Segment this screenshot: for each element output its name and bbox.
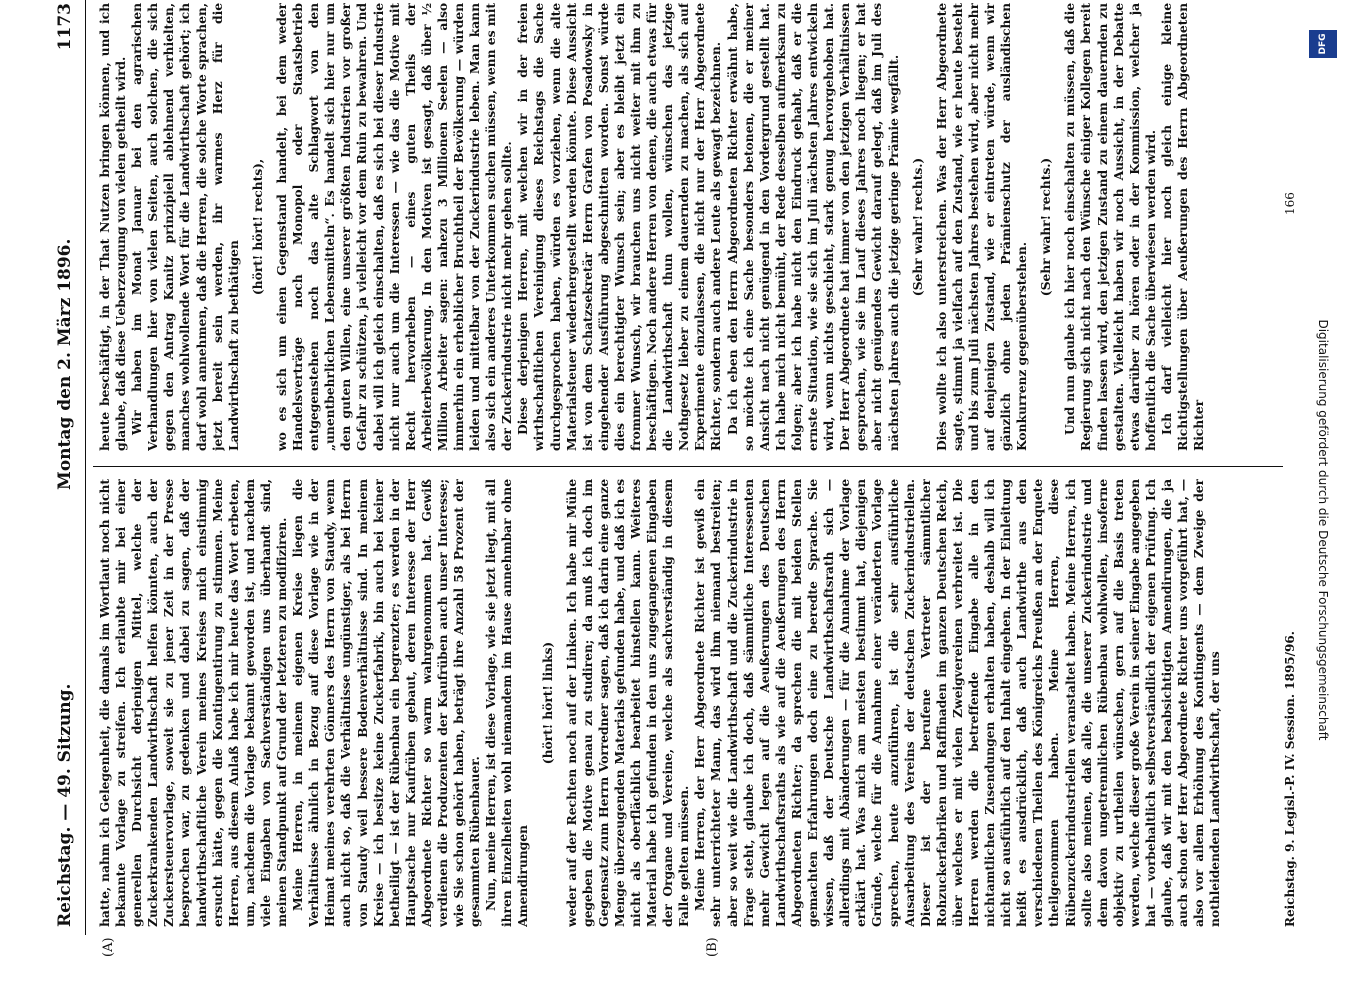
header-date: Montag den 2. März 1896. — [55, 238, 75, 490]
footer-sheet-number: 166 — [1283, 192, 1297, 215]
document-page — [45, 0, 1305, 957]
paragraph: Diese derjenigen Herren, mit welchen wir in der freien wirthschaftlichen Vereinigung dieses Reichstags die Sache durchgesprochen haben, würden es vorziehen, wenn die alte Materialsteuer wiederhergestellt werden könnte. Diese Aussicht ist von dem Schatzsekretär Herrn Grafen von Posadowsky in eingehender Ausführung abgeschnitten worden. Sonst würde dies ein berechtigter Wunsch sein; aber es bleibt jetzt ein frommer Wunsch, wir brauchen uns nicht weiter mit ihm zu beschäftigen. Noch andere Herren von denen, die auch etwas für die Landwirthschaft thun wollen, wünschen das jetzige Nothgesetz lieber zu einem dauernden zu machen, als sich auf Experimente einzulassen, die nicht nur der Herr Abgeordnete Richter, sondern auch andere Leute als gewagt bezeichnen. — [515, 3, 724, 451]
digitization-credit — [1305, 30, 1341, 990]
paragraph: wo es sich um einen Gegenstand handelt, bei dem weder Handelsverträge noch Monopol oder Staatsbetrieb entgegenstehen noch das alte Schlagwort von den „unentbehrlichen Lebensmitteln“. Es handelt sich hier nur um den guten Willen, eine unserer größten Industrien vor großer Gefahr zu schützen, ja vielleicht vor dem Ruin zu bewahren. Und dabei will ich gleich einschalten, daß es sich bei dieser Industrie nicht nur auch um die Interessen — wie das die Motive mit Recht hervorheben — eines guten Theils der Arbeiterbevölkerung. In den Motiven ist gesagt, daß über ½ Million Arbeiter sagen: nahezu 3 Millionen Seelen — also immerhin ein erheblicher Bruchtheil der Bevölkerung — würden leiden und mittelbar von der Zuckerindustrie leben. Man kann also sich ein anderes Unterkommen suchen müssen, wenn es mit der Zuckerindustrie nicht mehr gehen sollte. — [273, 3, 515, 451]
paragraph: Und nun glaube ich hier noch einschalten zu müssen, daß die Regierung sich nicht nach den Wünsche einiger Kollegen bereit finden lassen wird, den jetzigen Zustand zu einem dauernden zu gestalten. Vielleicht haben wir noch Aussicht, in der Debatte etwas darüber zu hören oder in der Kommission, welcher ja hoffentlich die Sache überwiesen werden wird. — [1062, 3, 1158, 451]
interjection: (Sehr wahr! rechts.) — [1038, 157, 1054, 297]
interjection: (hört! hört! links) — [539, 641, 555, 765]
right-column — [97, 3, 1275, 451]
paragraph: weder auf der Rechten noch auf der Linken. Ich habe mir Mühe gegeben die Motive genau zu studiren; da muß ich doch im Gegensatz zum Herrn Vorredner sagen, daß ich darin eine ganze Menge überzeugenden Materials gefunden habe, und daß ich es nicht als oberflächlich bearbeitet hinstellen kann. Weiteres Material habe ich gefunden in den uns zugegangenen Eingaben der Organe und Vereine, welche als sachverständig in diesem Falle gelten müssen. — [563, 479, 692, 927]
paragraph: hatte, nahm ich Gelegenheit, die damals im Wortlaut noch nicht bekannte Vorlage zu streifen. Ich erlaubte mir bei einer generellen Durchsicht derjenigen Mittel, welche der Zuckerkrankenden Landwirthschaft helfen könnten, auch der Zuckersteuervorlage, soweit sie zu jener Zeit in der Presse besprochen war, zu gedenken und dabei zu sagen, daß der landwirthschaftliche Verein meines Kreises mich einstimmig ersucht hätte, gegen die Kontingentirung zu stimmen. Meine Herren, aus diesem Anlaß habe ich mir heute das Wort erbeten, um, nachdem die Vorlage bekannt geworden ist, und nachdem viele Eingaben von Sachverständigen uns überhandt sind, meinen Standpunkt auf Grund der letzteren zu modifiziren. — [97, 479, 290, 927]
credit-text: Digitalisierung gefördert durch die Deutsche Forschungsgemeinschaft — [1316, 319, 1330, 741]
paragraph: Meine Herren, der Herr Abgeordnete Richter ist gewiß ein sehr unterrichteter Mann, das wird ihm niemand bestreiten; aber so weit wie die Landwirthschaft und die Zuckerindustrie in Frage steht, glaube ich doch, daß sämmtliche Interessenten mehr Gewicht legen auf die Aeußerungen des Deutschen Landwirthschaftsraths als wie auf die Aeußerungen des Herrn Abgeordneten Richter; da sprechen die mit beiden Stellen gemachten Erfahrungen doch eine zu beredte Sprache. Sie wissen, daß der Deutsche Landwirthschaftsrath sich — allerdings mit Abänderungen — für die Annahme der Vorlage erklärt hat. Was mich am meisten bestimmt hat, diejenigen Gründe, welche für die Annahme einer veränderten Vorlage sprechen, heute anzuführen, ist die sehr ausführliche Ausarbeitung des Vereins der deutschen Zuckerindustriellen. Dieser ist der berufene Vertreter sämmtlicher Rohzuckerfabriken und Raffinaden im ganzen Deutschen Reich, über welches er mit vielen Zweigvereinen verbreitet ist. Die Herren werden die betreffende Eingabe alle in den nichtamtlichen Zusendungen erhalten haben, deshalb will ich nicht so ausführlich auf den Inhalt eingehen. In der Einleitung heißt es ausdrücklich, daß auch Landwirthe aus den verschiedenen Theilen des Königreichs Preußen an der Enquete theilgenommen haben. Meine Herren, diese Rübenzuckerindustriellen veranstaltet haben. Meine Herren, ich sollte also meinen, daß alle, die unserer Zuckerindustrie und dem davon ungetrennlichen Rübenbau wohlwollen, insoferne objektiv zu urtheilen wünschen, gern auf die Basis treten werden, welche dieser große Verein in seiner Eingabe angegeben hat — vorbehaltlich selbstverständlich der eigenen Prüfung. Ich glaube, daß wir mit den beabsichtigten Amendirungen, die ja auch schon der Herr Abgeordnete Richter uns vorgeführt hat, — also vor allem Erhöhung des Kontingents — dem Zweige der nothleidenden Landwirthschaft, der uns — [692, 479, 1223, 927]
left-column — [97, 479, 1275, 927]
margin-mark-a: (A) — [101, 937, 116, 957]
header-session: Reichstag. — 49. Sitzung. — [55, 683, 75, 927]
dfg-logo-icon: DFG — [1309, 30, 1337, 58]
interjection: (hört! hört! rechts), — [249, 158, 265, 296]
paragraph: Nun, meine Herren, ist diese Vorlage, wie sie jetzt liegt, mit all ihren Einzelheiten wohl niemandem im Hause annehmbar ohne Amendirungen — [483, 479, 531, 927]
interjection: (Sehr wahr! rechts.) — [909, 157, 925, 297]
paragraph: Ich darf vielleicht hier noch gleich einige kleine Richtigstellungen über Aeußerungen des Herrn Abgeordneten Richter — [1158, 3, 1207, 451]
page-header — [45, 0, 86, 935]
margin-mark-b: (B) — [705, 937, 720, 957]
column-divider — [93, 466, 1283, 467]
paragraph: Meine Herren, in meinem eigenen Kreise liegen die Verhältnisse ähnlich in Bezug auf diese Vorlage wie in der Heimat meines verehrten Gönners des Herrn von Staudy, wenn auch nicht so, daß die Verhältnisse ungünstiger, als bei Herrn von Staudy weil bessere Bodenverhältnisse sind. In meinem Kreise — ich besitze keine Zuckerfabrik, bin auch bei keiner betheiligt — ist der Rübenbau ein begrenzter; es werden in der Hauptsache nur Kaufrüben gebaut, deren Interesse der Herr Abgeordnete Richter so warm wahrgenommen hat. Gewiß verdienen die Produzenten der Kaufrüben auch unser Interesse; wie Sie schon gehört haben, beträgt ihre Anzahl 58 Prozent der gesammten Rübenbauer. — [290, 479, 483, 927]
paragraph: Da ich eben den Herrn Abgeordneten Richter erwähnt habe, so möchte ich eine Sache besonders betonen, die er meiner Ansicht nach nicht genügend in den Vordergrund gestellt hat. Ich habe mich nicht bemüht, der Rede desselben aufmerksam zu folgen; aber ich habe nicht den Eindruck gehabt, daß er die ernste Situation, wie sie sich im Juli nächsten Jahres entwickeln wird, wenn nichts geschieht, stark genug hervorgehoben hat. Der Herr Abgeordnete hat immer von den jetzigen Verhältnissen gesprochen, wie sie im Lauf dieses Jahres noch liegen; er hat aber nicht genügendes Gewicht darauf gelegt, daß im Juli des nächsten Jahres auch die jetzige geringe Prämie wegfällt. — [724, 3, 901, 451]
paragraph: Dies wollte ich also unterstreichen. Was der Herr Abgeordnete sagte, stimmt ja vielfach auf den Zustand, wie er heute besteht und bis zum Juli nächsten Jahres bestehen wird, aber nicht mehr auf denjenigen Zustand, wie er eintreten würde, wenn wir gänzlich ohne jeden Prämienschutz der ausländischen Konkurrenz gegenüberstehen. — [933, 3, 1030, 451]
footer-session-info: Reichstag. 9. Legisl.-P. IV. Session. 1895/96. — [1283, 631, 1297, 927]
paragraph: Wir haben im Monat Januar bei den agrarischen Verhandlungen hier von vielen Seiten, auch solchen, die sich gegen den Antrag Kanitz prinzipiell ablehnend verhielten, manches wohlwollende Wort für die Landwirthschaft gehört; ich darf wohl annehmen, daß die Herren, die solche Worte sprachen, jetzt bereit sein werden, ihr warmes Herz für die Landwirthschaft zu bethätigen — [129, 3, 241, 451]
paragraph: heute beschäftigt, in der That Nutzen bringen können, und ich glaube, daß diese Ueberzeugung von vielen getheilt wird. — [97, 3, 129, 451]
page-number: 1173 — [55, 3, 75, 51]
